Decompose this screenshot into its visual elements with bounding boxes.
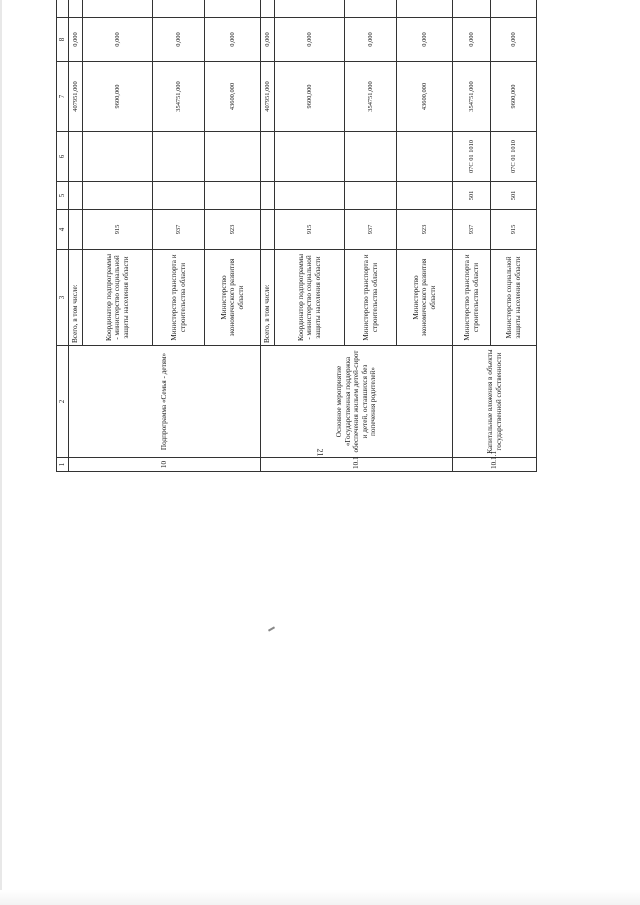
- value-cell: 407951,000: [69, 62, 83, 132]
- rotated-table-container: [56, 0, 522, 472]
- scan-edge-left: [0, 0, 2, 905]
- total-label-cell: Всего, в том числе:: [69, 250, 83, 346]
- value-cell: [69, 132, 83, 182]
- header-cell: [57, 0, 69, 18]
- table-body: [57, 0, 537, 472]
- value-cell: 407951,000: [261, 62, 275, 132]
- group-name-cell: Капитальные вложения в объекты государственной собственности: [453, 346, 537, 458]
- value-cell: [261, 210, 275, 250]
- value-cell: [491, 0, 537, 18]
- value-cell: 923: [205, 210, 261, 250]
- value-cell: 354751,000: [153, 62, 205, 132]
- value-cell: 0,000: [345, 18, 397, 62]
- value-cell: [453, 0, 491, 18]
- value-cell: [275, 0, 345, 18]
- value-cell: 915: [491, 210, 537, 250]
- value-cell: 354751,000: [345, 62, 397, 132]
- value-cell: [153, 182, 205, 210]
- group-name-cell: Основное мероприятие «Государственная поддержка обеспечения жильем детей-сирот и детей, оставшихся без попечения родителей»: [261, 346, 453, 458]
- value-cell: 0,000: [261, 18, 275, 62]
- value-cell: 43600,000: [397, 62, 453, 132]
- value-cell: [69, 0, 83, 18]
- header-cell: 7: [57, 62, 69, 132]
- executor-cell: Министерство транспорта и строительства области: [453, 250, 491, 346]
- value-cell: 923: [397, 210, 453, 250]
- executor-cell: Министерство экономического развития области: [205, 250, 261, 346]
- value-cell: [153, 0, 205, 18]
- group-number-cell: 10: [69, 458, 261, 472]
- header-row: [57, 0, 69, 472]
- executor-cell: Министерство социальной защиты населения области: [491, 250, 537, 346]
- header-cell: 2: [57, 346, 69, 458]
- value-cell: [69, 210, 83, 250]
- value-cell: 9600,000: [491, 62, 537, 132]
- value-cell: [205, 182, 261, 210]
- group-number-cell: 10.1: [261, 458, 453, 472]
- value-cell: [275, 132, 345, 182]
- scan-edge-bottom: [0, 890, 640, 905]
- value-cell: [345, 182, 397, 210]
- total-label-cell: Всего, в том числе:: [261, 250, 275, 346]
- value-cell: [261, 182, 275, 210]
- value-cell: [397, 182, 453, 210]
- value-cell: 0,000: [453, 18, 491, 62]
- value-cell: [261, 0, 275, 18]
- value-cell: 937: [345, 210, 397, 250]
- value-cell: 0,000: [397, 18, 453, 62]
- table-row: [261, 0, 275, 472]
- executor-cell: Координатор подпрограммы - министерство социальной защиты населения области: [83, 250, 153, 346]
- value-cell: 07С 01 1010: [453, 132, 491, 182]
- value-cell: 501: [453, 182, 491, 210]
- value-cell: [69, 182, 83, 210]
- value-cell: 501: [491, 182, 537, 210]
- table-row: [69, 0, 83, 472]
- value-cell: [345, 0, 397, 18]
- header-cell: 8: [57, 18, 69, 62]
- value-cell: 937: [153, 210, 205, 250]
- header-cell: 5: [57, 182, 69, 210]
- value-cell: 0,000: [275, 18, 345, 62]
- value-cell: 0,000: [491, 18, 537, 62]
- page-number: 21: [315, 448, 325, 457]
- value-cell: [153, 132, 205, 182]
- header-cell: 1: [57, 458, 69, 472]
- header-cell: 6: [57, 132, 69, 182]
- value-cell: 915: [275, 210, 345, 250]
- table-row: [453, 0, 491, 472]
- value-cell: 0,000: [83, 18, 153, 62]
- value-cell: 0,000: [153, 18, 205, 62]
- group-name-cell: Подпрограмма «Семья - детям»: [69, 346, 261, 458]
- value-cell: 9600,000: [275, 62, 345, 132]
- executor-cell: Министерство транспорта и строительства области: [345, 250, 397, 346]
- executor-cell: Координатор подпрограммы - министерство социальной защиты населения области: [275, 250, 345, 346]
- value-cell: 43600,000: [205, 62, 261, 132]
- value-cell: 9600,000: [83, 62, 153, 132]
- budget-table: [56, 0, 537, 472]
- value-cell: [261, 132, 275, 182]
- value-cell: [83, 0, 153, 18]
- value-cell: [345, 132, 397, 182]
- value-cell: [83, 132, 153, 182]
- value-cell: [397, 0, 453, 18]
- value-cell: 0,000: [69, 18, 83, 62]
- value-cell: [397, 132, 453, 182]
- executor-cell: Министерство транспорта и строительства области: [153, 250, 205, 346]
- executor-cell: Министерство экономического развития области: [397, 250, 453, 346]
- value-cell: 937: [453, 210, 491, 250]
- value-cell: [83, 182, 153, 210]
- value-cell: [275, 182, 345, 210]
- table-viewport: [56, 32, 522, 874]
- value-cell: [205, 132, 261, 182]
- header-cell: 3: [57, 250, 69, 346]
- value-cell: 0,000: [205, 18, 261, 62]
- group-number-cell: 10.1.1: [453, 458, 537, 472]
- value-cell: 915: [83, 210, 153, 250]
- value-cell: 07С 01 1010: [491, 132, 537, 182]
- header-cell: 4: [57, 210, 69, 250]
- value-cell: 354751,000: [453, 62, 491, 132]
- value-cell: [205, 0, 261, 18]
